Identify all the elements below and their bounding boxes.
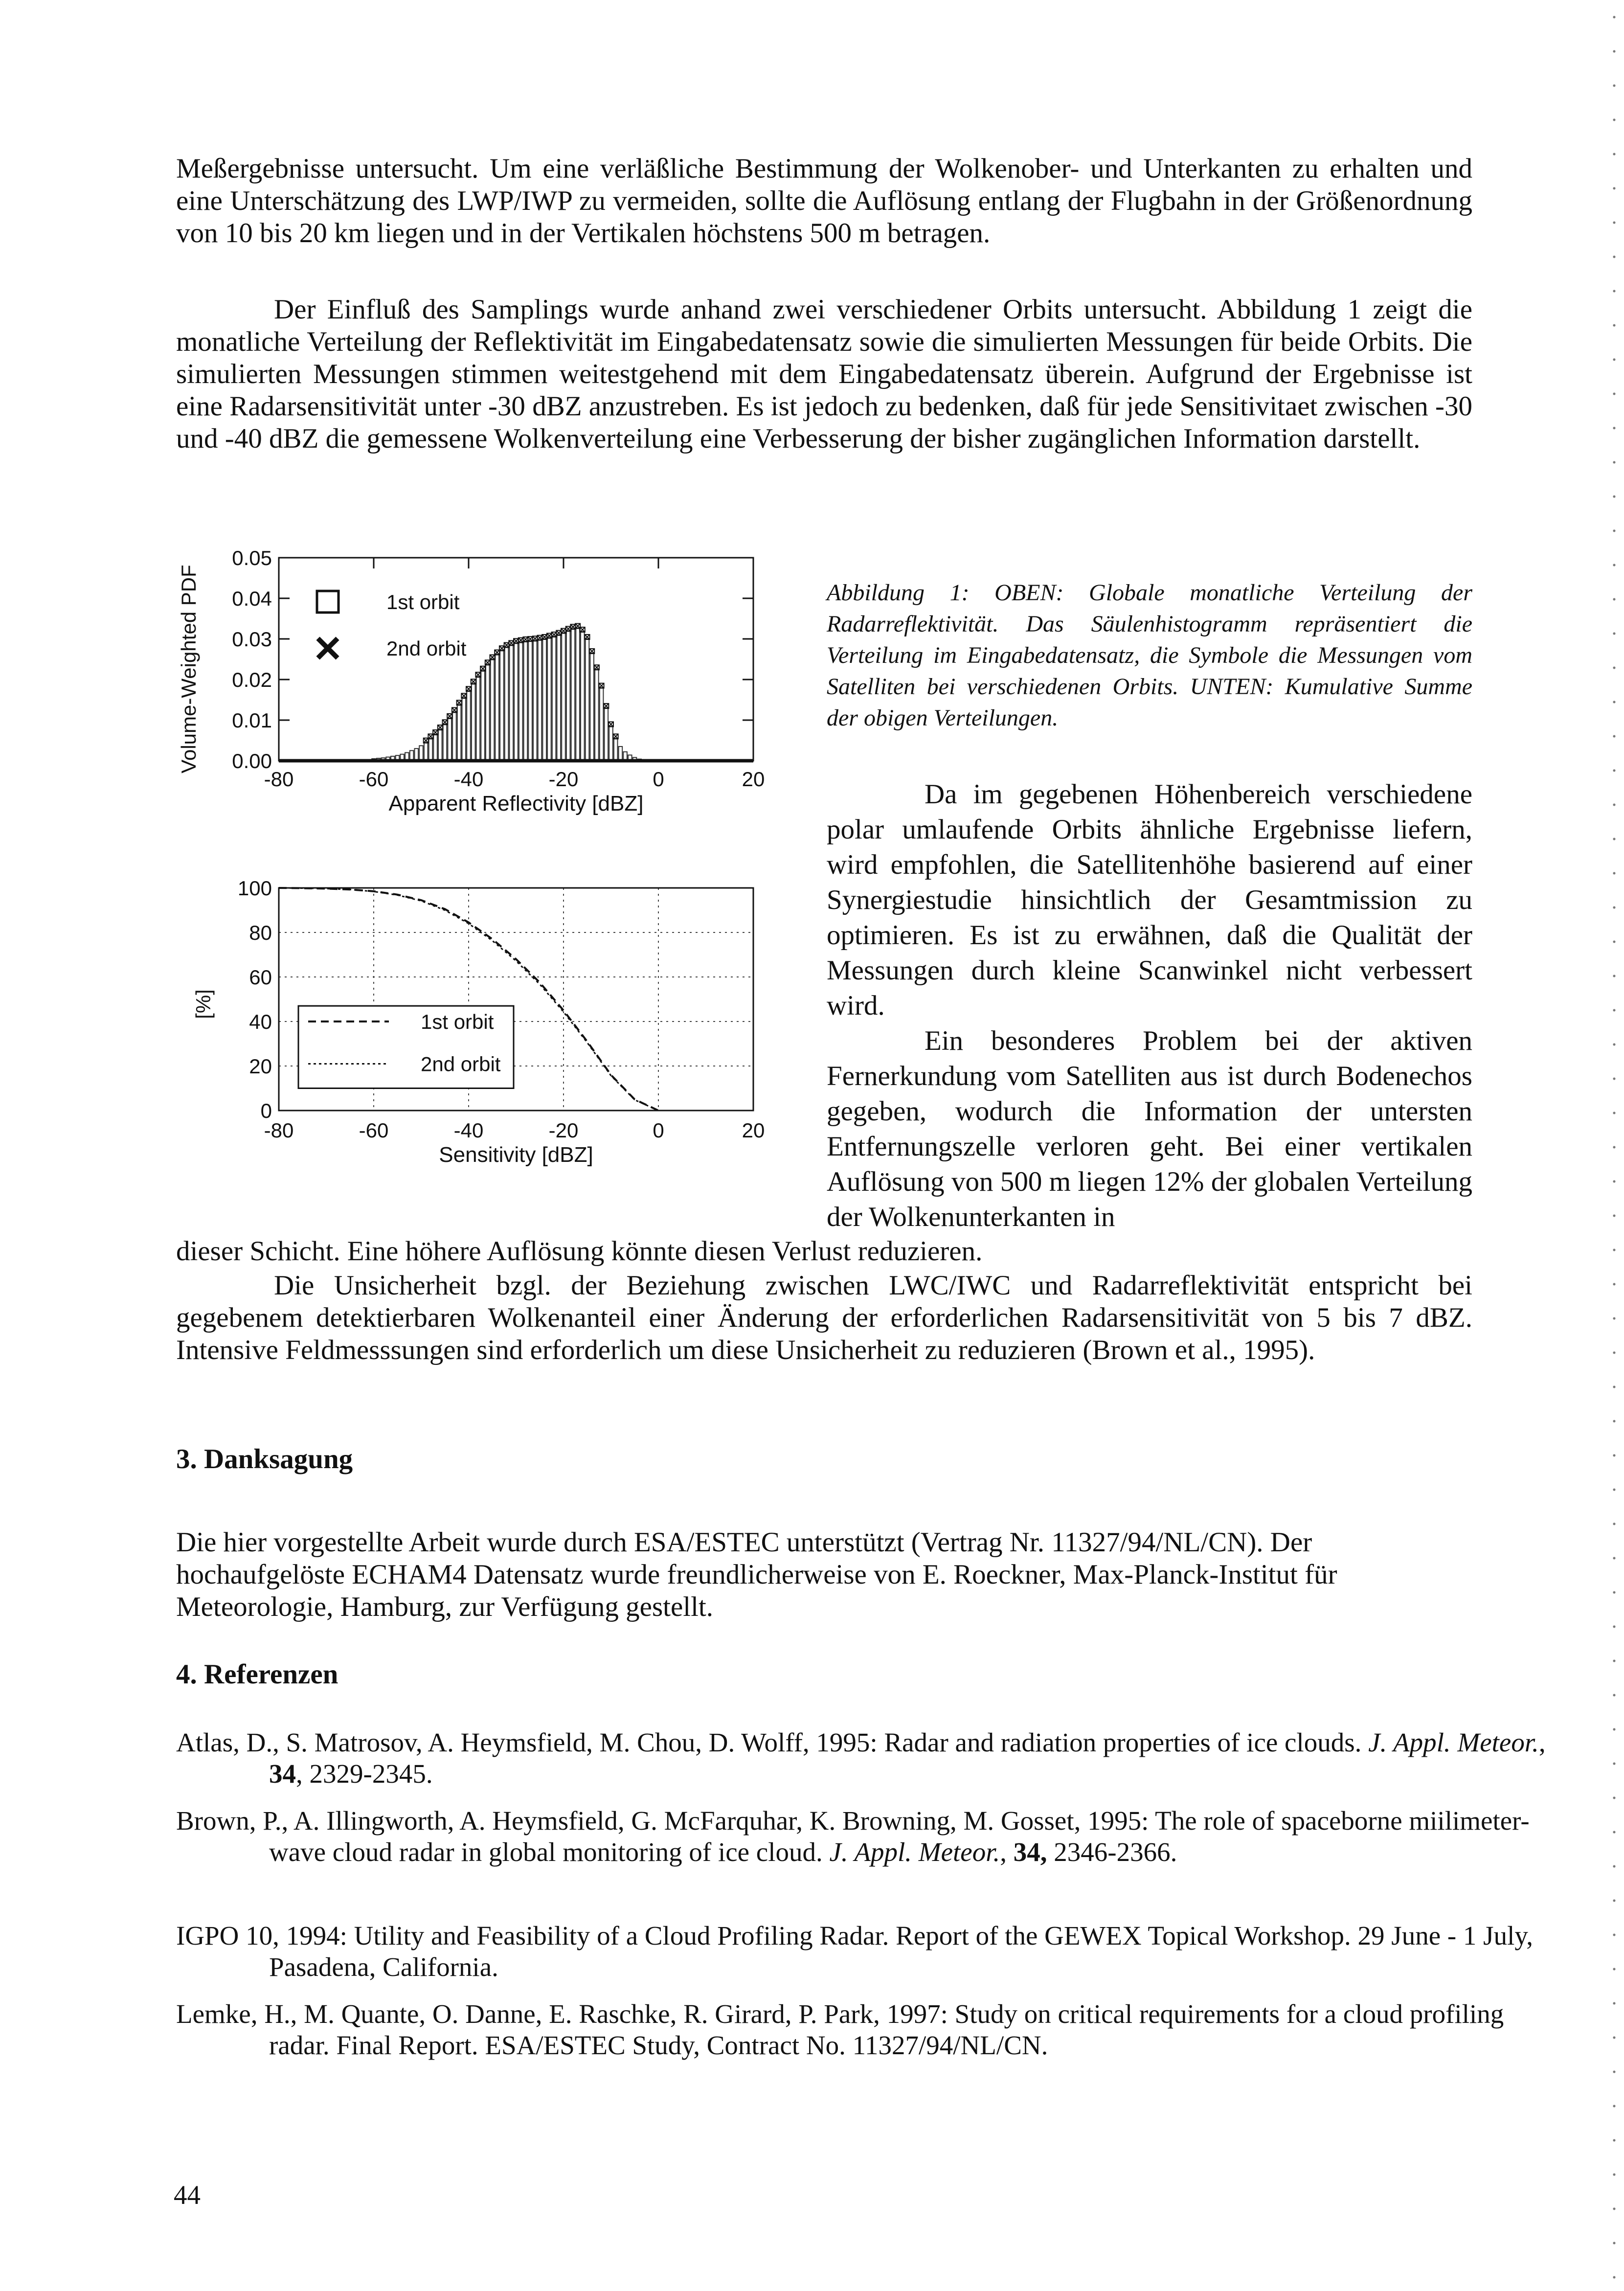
histogram-bar xyxy=(609,726,613,761)
legend-label: 2nd orbit xyxy=(386,637,467,660)
histogram-bar xyxy=(605,708,609,761)
histogram-bar xyxy=(481,671,485,761)
histogram-bar xyxy=(595,669,599,761)
x-axis-label: Sensitivity [dBZ] xyxy=(439,1143,593,1167)
x-tick-label: -60 xyxy=(359,768,389,791)
histogram-bar xyxy=(600,688,604,761)
histogram-bar xyxy=(486,664,490,761)
reference-item: Lemke, H., M. Quante, O. Danne, E. Raschke, R. Girard, P. Park, 1997: Study on critical requirements for a cloud profiling radar. Final Report. ESA/ESTEC Study, Contract No. 11327/94/NL/CN. xyxy=(176,1999,1504,2060)
legend-square-marker xyxy=(317,591,338,612)
y-axis-label: [%] xyxy=(192,989,215,1019)
histogram-bar xyxy=(443,724,447,761)
figure-1 xyxy=(176,548,812,1199)
y-tick-label: 0.01 xyxy=(232,709,272,732)
y-tick-label: 60 xyxy=(249,966,272,989)
x-tick-label: -20 xyxy=(548,1119,579,1142)
histogram-bar xyxy=(581,632,585,761)
x-tick-label: -40 xyxy=(453,1119,484,1142)
body-paragraph-3: Da im gegebenen Höhenbereich verschiedene polar umlaufende Orbits ähnliche Ergebnisse liefern, wird empfohlen, die Satellitenhöhe basierend auf einer Synergiestudie hinsichtlich der Gesamtmission zu optimieren. Es ist zu erwähnen, daß die Qualität der Messungen durch kleine Scanwinkel nicht verbessert wird. xyxy=(827,779,1472,1021)
histogram-bar xyxy=(619,747,623,761)
reference-journal: J. Appl. Meteor. xyxy=(829,1837,1000,1867)
histogram-bar xyxy=(524,641,528,761)
histogram-bar xyxy=(457,704,461,761)
scan-edge-marks xyxy=(1609,0,1619,2291)
histogram-bar xyxy=(557,635,561,761)
heading-danksagung: 3. Danksagung xyxy=(176,1444,353,1474)
y-tick-label: 0.04 xyxy=(232,587,272,610)
y-tick-label: 0.02 xyxy=(232,668,272,691)
x-tick-label: -40 xyxy=(453,768,484,791)
y-tick-label: 40 xyxy=(249,1010,272,1033)
histogram-bar xyxy=(519,642,523,761)
reference-journal: J. Appl. Meteor. xyxy=(1368,1727,1539,1757)
histogram-bar xyxy=(505,647,509,761)
histogram-bar xyxy=(415,749,419,761)
histogram-bar xyxy=(547,638,551,761)
x-tick-label: 20 xyxy=(742,768,765,791)
x-axis-label: Apparent Reflectivity [dBZ] xyxy=(388,792,644,816)
histogram-bar xyxy=(552,636,556,761)
y-axis-label: Volume-Weighted PDF xyxy=(177,565,200,773)
y-tick-label: 20 xyxy=(249,1055,272,1078)
reflectivity-pdf-chart xyxy=(177,548,765,816)
histogram-bar xyxy=(500,650,504,761)
body-paragraph-5: dieser Schicht. Eine höhere Auflösung könnte diesen Verlust reduzieren. xyxy=(176,1236,983,1267)
histogram-bar xyxy=(590,653,594,761)
body-paragraph-6: Die Unsicherheit bzgl. der Beziehung zwischen LWC/IWC und Radarreflektivität entspricht bei gegebenem detektierbaren Wolkenanteil einer Änderung der erforderlichen Radarsensitivität von 5 bis 7 dBZ. Intensive Feldmesssungen sind erforderlich um diese Unsicherheit zu reduzieren (Brown et al., 1995). xyxy=(176,1270,1472,1365)
reference-item: Brown, P., A. Illingworth, A. Heymsfield, G. McFarquhar, K. Browning, M. Gosset, 1995: The role of spaceborne miilimeter-wave cloud radar in global monitoring of ice cloud. J. Appl. Meteor., 34, 2346-2366. xyxy=(176,1806,1530,1867)
y-tick-label: 0.05 xyxy=(232,548,272,569)
histogram-bar xyxy=(614,738,618,761)
histogram-bar xyxy=(429,738,433,761)
cumulative-sensitivity-chart xyxy=(192,877,765,1167)
body-paragraph-1: Meßergebnisse untersucht. Um eine verläßliche Bestimmung der Wolkenober- und Unterkanten zu erhalten und eine Unterschätzung des LWP/IWP zu vermeiden, sollte die Auflösung entlang der Flugbahn in der Größenordnung von 10 bis 20 km liegen und in der Vertikalen höchstens 500 m betragen. xyxy=(176,153,1472,249)
histogram-bar xyxy=(562,633,565,761)
figure-caption: Abbildung 1: OBEN: Globale monatliche Verteilung der Radarreflektivität. Das Säulenhistogramm repräsentiert die Verteilung im Eingabedatensatz, die Symbole die Messungen vom Satelliten bei verschiedenen Orbits. UNTEN: Kumulative Summe der obigen Verteilungen. xyxy=(827,580,1472,731)
histogram-bar xyxy=(586,639,589,761)
x-tick-label: -20 xyxy=(548,768,579,791)
histogram-bar xyxy=(452,712,456,761)
histogram-bar xyxy=(476,677,480,761)
histogram-bar xyxy=(433,734,437,761)
x-tick-label: 0 xyxy=(653,768,664,791)
x-tick-label: -60 xyxy=(359,1119,389,1142)
histogram-bar xyxy=(542,639,546,761)
heading-referenzen: 4. Referenzen xyxy=(176,1659,338,1690)
histogram-bar xyxy=(462,698,466,761)
histogram-bar xyxy=(448,718,451,761)
x-tick-label: -80 xyxy=(264,1119,294,1142)
histogram-bar xyxy=(576,628,580,761)
x-tick-label: 0 xyxy=(653,1119,664,1142)
histogram-bar xyxy=(510,645,514,761)
histogram-bar xyxy=(472,683,475,761)
x-tick-label: 20 xyxy=(742,1119,765,1142)
histogram-bar xyxy=(424,743,428,761)
y-tick-label: 0 xyxy=(260,1099,272,1122)
histogram-bar xyxy=(438,729,442,761)
reference-volume: 34, xyxy=(1013,1837,1047,1867)
body-paragraph-4: Ein besonderes Problem bei der aktiven Fernerkundung vom Satelliten aus ist durch Bodenechos gegeben, wodurch die Information der untersten Entfernungszelle verloren geht. Bei einer vertikalen Auflösung von 500 m liegen 12% der globalen Verteilung der Wolkenunterkanten in xyxy=(827,1025,1472,1232)
histogram-bar xyxy=(571,629,575,761)
page-number: 44 xyxy=(174,2180,201,2210)
histogram-bar xyxy=(495,655,499,761)
legend-label: 1st orbit xyxy=(386,590,460,613)
histogram-bar xyxy=(419,746,423,761)
legend-label: 1st orbit xyxy=(421,1010,494,1033)
body-paragraph-2: Der Einfluß des Samplings wurde anhand zwei verschiedener Orbits untersucht. Abbildung 1 zeigt die monatliche Verteilung der Reflektivität im Eingabedatensatz sowie die simulierten Messungen für beide Orbits. Die simulierten Messungen stimmen weitestgehend mit dem Eingabedatensatz überein. Aufgrund der Ergebnisse ist eine Radarsensitivität unter -30 dBZ anzustreben. Es ist jedoch zu bedenken, daß für jede Sensitivitaet zwischen -30 und -40 dBZ die gemessene Wolkenverteilung eine Verbesserung der bisher zugänglichen Information darstellt. xyxy=(176,294,1472,454)
histogram-bar xyxy=(538,640,542,761)
histogram-bar xyxy=(467,691,471,761)
x-tick-label: -80 xyxy=(264,768,294,791)
y-tick-label: 0.03 xyxy=(232,628,272,651)
body-paragraph-7: Die hier vorgestellte Arbeit wurde durch ESA/ESTEC unterstützt (Vertrag Nr. 11327/94/NL/CN). Der hochaufgelöste ECHAM4 Datensatz wurde freundlicherweise von E. Roeckner, Max-Planck-Institut für Meteorologie, Hamburg, zur Verfügung gestellt. xyxy=(176,1527,1337,1622)
y-tick-label: 80 xyxy=(249,921,272,944)
histogram-bar xyxy=(528,641,532,761)
reference-item: Atlas, D., S. Matrosov, A. Heymsfield, M. Chou, D. Wolff, 1995: Radar and radiation properties of ice clouds. J. Appl. Meteor., 34, 2329-2345. xyxy=(176,1727,1546,1789)
histogram-bar xyxy=(566,631,570,761)
histogram-bar xyxy=(533,640,537,761)
histogram-bar xyxy=(491,659,495,761)
histogram-bar xyxy=(514,643,518,761)
legend-x-marker xyxy=(318,638,338,658)
y-tick-label: 0.00 xyxy=(232,749,272,772)
reference-item: IGPO 10, 1994: Utility and Feasibility of a Cloud Profiling Radar. Report of the GEWEX Topical Workshop. 29 June - 1 July, Pasadena, California. xyxy=(176,1921,1534,1982)
y-tick-label: 100 xyxy=(237,877,272,900)
reference-volume: 34 xyxy=(269,1759,296,1789)
legend-label: 2nd orbit xyxy=(421,1052,501,1076)
